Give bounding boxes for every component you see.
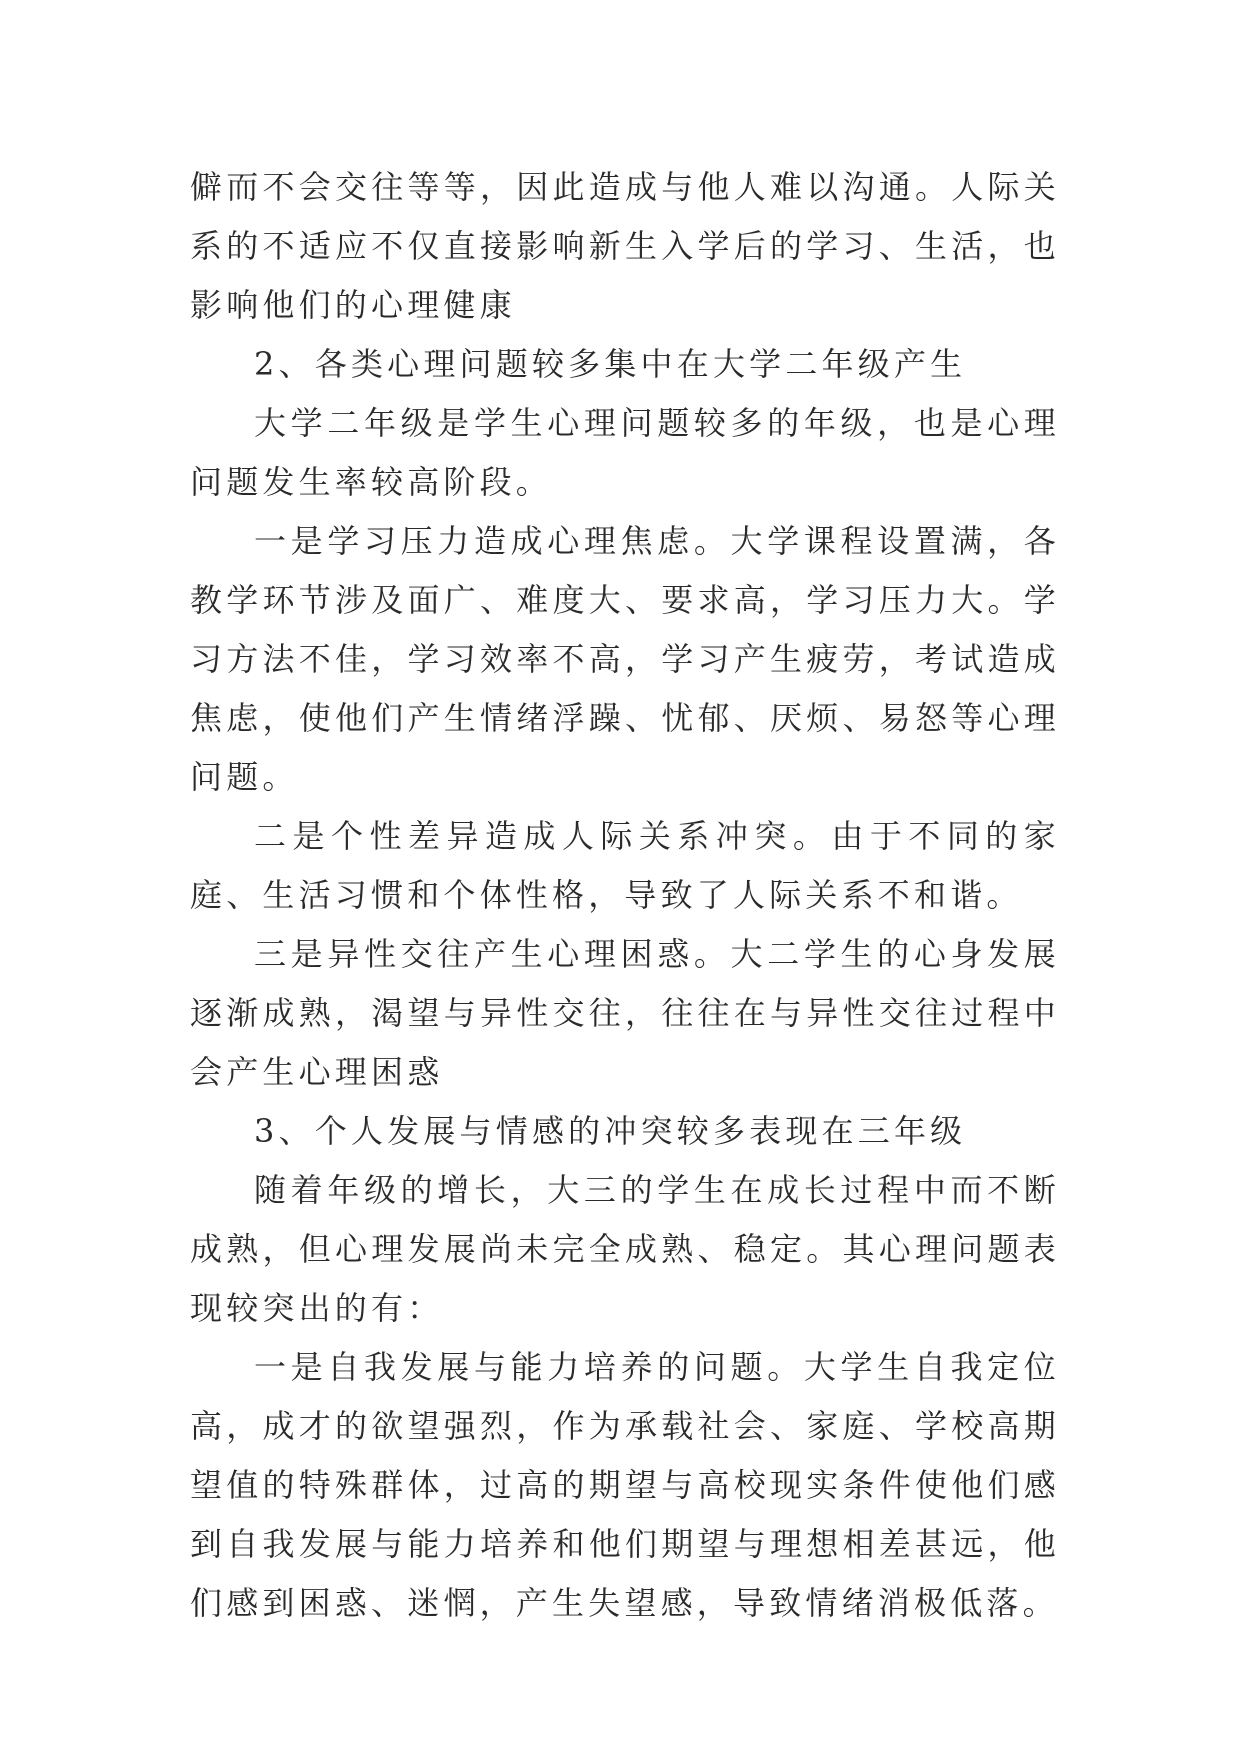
paragraph-1: 僻而不会交往等等，因此造成与他人难以沟通。人际关系的不适应不仅直接影响新生入学后的学习、生活，也影响他们的心理健康 (190, 168, 1060, 324)
document-body (190, 158, 1060, 1633)
paragraph-5: 三是异性交往产生心理困惑。大二学生的心身发展逐渐成熟，渴望与异性交往，往往在与异性交往过程中会产生心理困惑 (190, 935, 1060, 1091)
section-heading-3: 3、个人发展与情感的冲突较多表现在三年级 (254, 1112, 967, 1150)
paragraph-6: 随着年级的增长，大三的学生在成长过程中而不断成熟，但心理发展尚未完全成熟、稳定。其心理问题表现较突出的有： (190, 1171, 1060, 1327)
paragraph-4: 二是个性差异造成人际关系冲突。由于不同的家庭、生活习惯和个体性格，导致了人际关系不和谐。 (190, 817, 1060, 914)
paragraph-3: 一是学习压力造成心理焦虑。大学课程设置满，各教学环节涉及面广、难度大、要求高，学习压力大。学习方法不佳，学习效率不高，学习产生疲劳，考试造成焦虑，使他们产生情绪浮躁、忧郁、厌烦、易怒等心理问题。 (190, 522, 1060, 796)
section-heading-2: 2、各类心理问题较多集中在大学二年级产生 (254, 345, 967, 383)
paragraph-7: 一是自我发展与能力培养的问题。大学生自我定位高，成才的欲望强烈，作为承载社会、家庭、学校高期望值的特殊群体，过高的期望与高校现实条件使他们感到自我发展与能力培养和他们期望与理想相差甚远，他们感到困惑、迷惘，产生失望感，导致情绪消极低落。 (190, 1348, 1060, 1622)
paragraph-2: 大学二年级是学生心理问题较多的年级，也是心理问题发生率较高阶段。 (190, 404, 1060, 501)
